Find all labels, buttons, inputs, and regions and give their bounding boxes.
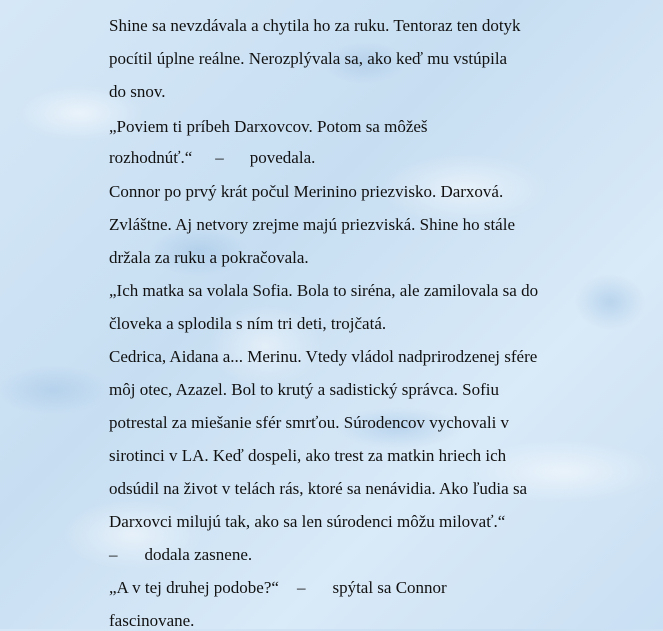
line-segment: „A v tej druhej podobe?“ xyxy=(109,578,279,597)
line-segment: spýtal sa Connor xyxy=(332,578,447,597)
text-line: potrestal za miešanie sfér smrťou. Súrodencov vychovali v xyxy=(109,413,510,432)
text-line: Zvláštne. Aj netvory zrejme majú priezviská. Shine ho stále xyxy=(109,215,515,234)
text-line xyxy=(109,148,315,168)
line-segment: dodala zasnene. xyxy=(144,545,253,564)
text-line: fascinovane. xyxy=(109,611,195,630)
text-line: odsúdil na život v telách rás, ktoré sa nenávidia. Ako ľudia sa xyxy=(109,479,528,498)
text-line: sirotinci v LA. Keď dospeli, ako trest za matkin hriech ich xyxy=(109,446,507,465)
dash: – xyxy=(215,148,224,167)
dash: – xyxy=(109,545,118,564)
text-line: Darxovci milujú tak, ako sa len súrodenci môžu milovať.“ xyxy=(109,512,506,531)
dash: – xyxy=(296,578,306,597)
text-line: držala za ruku a pokračovala. xyxy=(109,248,309,267)
text-line: človeka a splodila s ním tri deti, trojčatá. xyxy=(109,314,387,333)
text-line: „Ich matka sa volala Sofia. Bola to siréna, ale zamilovala sa do xyxy=(109,281,539,300)
text-line: „Poviem ti príbeh Darxovcov. Potom sa môžeš xyxy=(109,117,428,136)
text-line: môj otec, Azazel. Bol to krutý a sadistický správca. Sofiu xyxy=(109,380,499,399)
line-segment: povedala. xyxy=(249,148,316,167)
text-line: do snov. xyxy=(109,82,166,101)
line-segment: rozhodnúť.“ xyxy=(109,148,193,167)
text-line xyxy=(109,578,447,598)
text-line: Connor po prvý krát počul Merinino priezvisko. Darxová. xyxy=(109,182,504,201)
text-line xyxy=(109,545,252,565)
text-line: Cedrica, Aidana a... Merinu. Vtedy vládol nadprirodzenej sfére xyxy=(109,347,538,366)
text-line: Shine sa nevzdávala a chytila ho za ruku. Tentoraz ten dotyk xyxy=(109,16,521,35)
text-line: pocítil úplne reálne. Nerozplývala sa, ako keď mu vstúpila xyxy=(109,49,508,68)
